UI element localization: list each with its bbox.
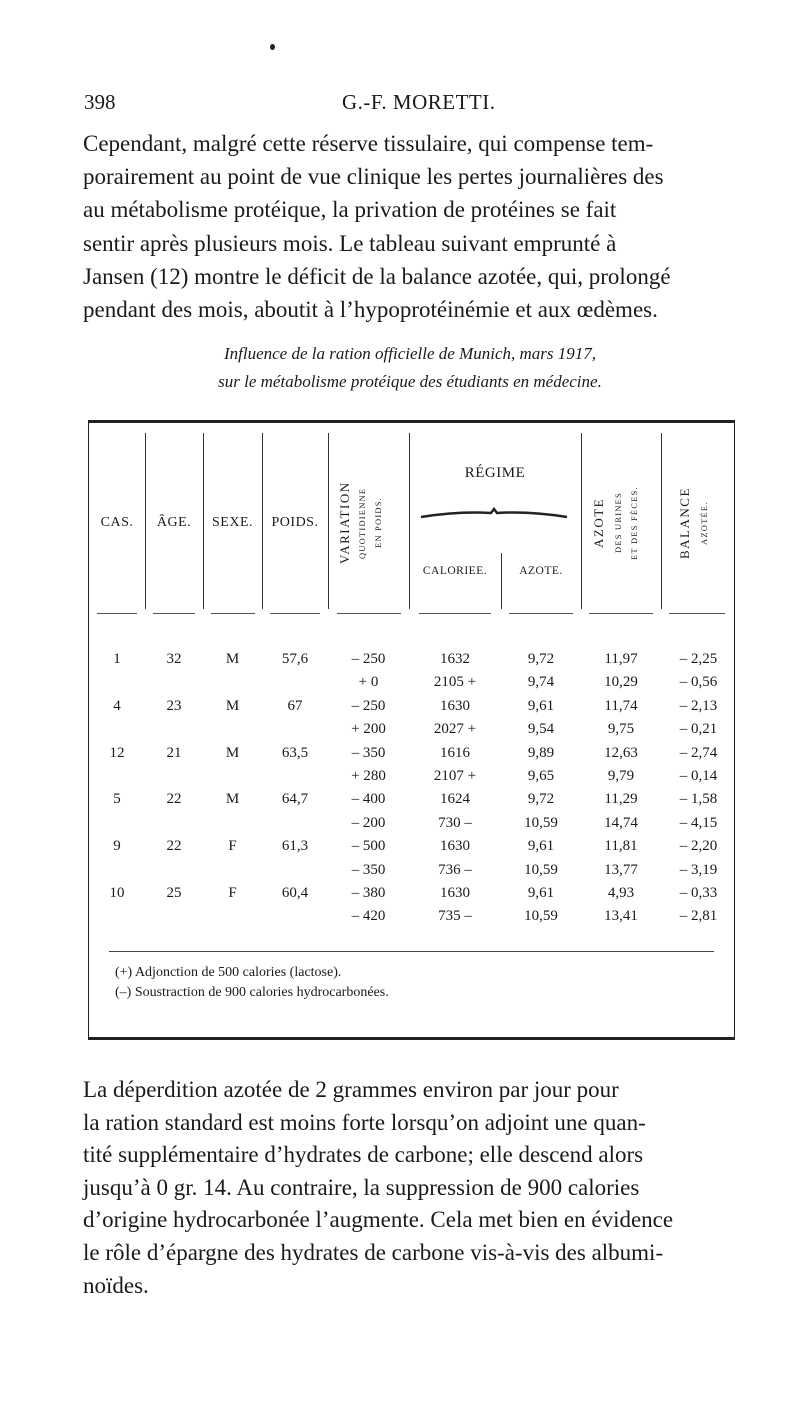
text-line: pendant des mois, aboutit à l’hypoprotéinémie et aux œdèmes. <box>83 297 658 323</box>
column-rule <box>501 553 502 609</box>
cell-variation: – 200 <box>351 814 386 831</box>
header-azote-urines: AZOTE <box>591 497 606 549</box>
cell-variation: – 350 <box>351 861 386 878</box>
cell-balance: – 2,13 <box>679 697 718 714</box>
cell-balance: – 4,15 <box>679 814 718 831</box>
cell-sexe: F <box>228 885 237 901</box>
cell-azote: 9,61 <box>527 697 555 714</box>
column-rule <box>328 433 329 609</box>
header-azote-urines-sub2: ET DES FÈCES. <box>629 486 639 560</box>
cell-variation: – 400 <box>351 791 386 808</box>
cell-azote: 9,89 <box>527 744 555 761</box>
cell-calories: 1630 <box>440 838 470 855</box>
cell-age: 23 <box>166 697 182 714</box>
cell-calories: 2107 + <box>433 768 477 784</box>
cell-cas: 1 <box>113 651 121 667</box>
cell-calories: 730 – <box>438 814 472 831</box>
cell-urines: 14,74 <box>604 814 638 831</box>
page-number: 398 <box>84 90 116 114</box>
cell-poids: 64,7 <box>281 791 309 808</box>
table-row <box>89 745 734 769</box>
cell-variation: + 280 <box>351 768 386 784</box>
cell-urines: 11,97 <box>604 651 638 667</box>
cell-cas: 9 <box>113 838 121 855</box>
cell-calories: 1630 <box>440 885 470 901</box>
cell-poids: 57,6 <box>281 651 309 667</box>
cell-balance: – 0,21 <box>679 721 718 738</box>
header-variation-sub2: EN POIDS. <box>373 497 383 549</box>
cell-sexe: M <box>225 744 240 761</box>
table-row <box>89 885 734 909</box>
cell-age: 21 <box>166 744 182 761</box>
cell-age: 25 <box>166 885 182 901</box>
table-row <box>89 908 734 932</box>
header-balance-sub: AZOTÉE. <box>699 501 709 545</box>
cell-balance: – 0,33 <box>679 885 718 901</box>
table-row <box>89 651 734 675</box>
text-line: sentir après plusieurs mois. Le tableau suivant emprunté à <box>83 230 617 256</box>
cell-cas: 10 <box>109 885 125 901</box>
header-variation: VARIATION <box>337 481 352 565</box>
cell-azote: 9,61 <box>527 838 555 855</box>
cell-balance: – 0,56 <box>679 674 718 691</box>
cell-sexe: M <box>225 697 240 714</box>
caption-line-2: sur le métabolisme protéique des étudiants en médecine. <box>218 372 602 391</box>
cell-variation: – 420 <box>351 908 386 925</box>
cell-balance: – 3,19 <box>679 861 718 878</box>
table-footnotes <box>115 963 389 1003</box>
cell-poids: 60,4 <box>281 885 309 901</box>
text-line: noïdes. <box>83 1272 149 1298</box>
cell-azote: 9,65 <box>527 768 555 784</box>
cell-urines: 11,74 <box>604 697 638 714</box>
header-separator <box>211 613 255 614</box>
text-line: Cependant, malgré cette réserve tissulaire, qui compense tem- <box>83 131 654 156</box>
text-line: La déperdition azotée de 2 grammes environ par jour pour <box>83 1077 619 1102</box>
cell-urines: 4,93 <box>607 885 635 901</box>
text-line: jusqu’à 0 gr. 14. Au contraire, la suppression de 900 calories <box>83 1174 640 1200</box>
column-rule <box>409 433 410 609</box>
header-poids: POIDS. <box>271 515 319 530</box>
footnote-rule <box>109 951 714 952</box>
cell-poids: 67 <box>287 697 303 714</box>
cell-azote: 9,74 <box>527 674 555 691</box>
header-separator <box>270 613 320 614</box>
text-line: au métabolisme protéique, la privation de protéines se fait <box>83 197 617 223</box>
cell-sexe: F <box>228 838 237 855</box>
header-balance: BALANCE <box>677 487 692 559</box>
column-rule <box>661 433 662 609</box>
cell-cas: 12 <box>109 744 125 761</box>
cell-urines: 12,63 <box>604 744 638 761</box>
cell-poids: 63,5 <box>281 744 309 761</box>
table-row <box>89 791 734 815</box>
regime-brace <box>419 507 569 521</box>
text-line: porairement au point de vue clinique les pertes journalières des <box>83 164 664 190</box>
paragraph-conclusion <box>83 1074 738 1302</box>
cell-calories: 1624 <box>440 791 470 808</box>
cell-poids: 61,3 <box>281 838 309 855</box>
cell-balance: – 2,74 <box>679 744 718 761</box>
cell-urines: 11,81 <box>604 838 638 855</box>
cell-calories: 735 – <box>438 908 472 925</box>
cell-balance: – 0,14 <box>679 768 718 784</box>
cell-sexe: M <box>225 791 240 808</box>
header-sexe: SEXE. <box>212 515 253 530</box>
cell-balance: – 2,20 <box>679 838 718 855</box>
cell-urines: 13,41 <box>604 908 638 925</box>
cell-variation: – 380 <box>351 885 386 901</box>
table-row <box>89 721 734 745</box>
cell-balance: – 1,58 <box>679 791 718 808</box>
ink-dot <box>270 44 275 50</box>
cell-balance: – 2,25 <box>679 651 718 667</box>
table-row <box>89 815 734 839</box>
text-line: Jansen (12) montre le déficit de la balance azotée, qui, prolongé <box>83 263 671 289</box>
text-line: la ration standard est moins forte lorsqu’on adjoint une quan- <box>83 1109 646 1135</box>
cell-azote: 10,59 <box>524 814 558 831</box>
cell-age: 32 <box>166 651 182 667</box>
text-line: d’origine hydrocarbonée l’augmente. Cela met bien en évidence <box>83 1207 674 1233</box>
cell-sexe: M <box>225 651 240 667</box>
cell-azote: 9,72 <box>527 651 555 667</box>
cell-calories: 1630 <box>440 697 470 714</box>
header-separator <box>153 613 195 614</box>
cell-calories: 1632 <box>440 651 470 667</box>
cell-age: 22 <box>166 838 182 855</box>
cell-variation: – 250 <box>351 651 386 667</box>
cell-balance: – 2,81 <box>679 908 718 925</box>
cell-calories: 1616 <box>440 744 470 761</box>
cell-urines: 13,77 <box>604 861 638 878</box>
text-line: tité supplémentaire d’hydrates de carbone; elle descend alors <box>83 1142 644 1168</box>
header-calorie: CALORIEE. <box>422 565 488 577</box>
cell-urines: 10,29 <box>604 674 638 691</box>
text-line: le rôle d’épargne des hydrates de carbone vis-à-vis des albumi- <box>83 1239 664 1265</box>
cell-cas: 5 <box>113 791 121 808</box>
cell-urines: 11,29 <box>604 791 638 808</box>
cell-calories: 2105 + <box>433 674 477 691</box>
table-row <box>89 862 734 886</box>
cell-urines: 9,75 <box>607 721 635 738</box>
cell-cas: 4 <box>113 697 121 714</box>
table-row <box>89 674 734 698</box>
cell-azote: 9,72 <box>527 791 555 808</box>
header-variation-sub1: QUOTIDIENNE <box>357 487 367 559</box>
footnote-line: (+) Adjonction de 500 calories (lactose). <box>115 965 342 980</box>
header-azote: AZOTE. <box>519 565 563 577</box>
cell-azote: 9,61 <box>527 885 555 901</box>
footnote-line: (–) Soustraction de 900 calories hydrocarbonées. <box>115 985 389 1000</box>
cell-variation: + 0 <box>358 674 379 691</box>
cell-variation: – 250 <box>351 697 386 714</box>
cell-variation: – 350 <box>351 744 386 761</box>
cell-calories: 736 – <box>438 861 472 878</box>
header-separator <box>669 613 725 614</box>
cell-azote: 9,54 <box>527 721 555 738</box>
cell-age: 22 <box>166 791 182 808</box>
running-head: G.-F. MORETTI. <box>342 90 496 114</box>
data-table <box>88 420 735 1040</box>
table-row <box>89 838 734 862</box>
table-row <box>89 768 734 792</box>
header-azote-urines-sub1: DES URINES <box>613 492 623 554</box>
cell-variation: – 500 <box>351 838 386 855</box>
paragraph-intro <box>83 127 738 326</box>
running-header <box>84 90 734 120</box>
header-regime: RÉGIME <box>464 465 526 481</box>
cell-azote: 10,59 <box>524 908 558 925</box>
cell-calories: 2027 + <box>433 721 477 738</box>
header-separator <box>589 613 653 614</box>
header-separator <box>509 613 573 614</box>
header-separator <box>97 613 137 614</box>
header-separator <box>337 613 401 614</box>
header-age: ÂGE. <box>156 515 192 530</box>
cell-azote: 10,59 <box>524 861 558 878</box>
column-rule <box>581 433 582 609</box>
header-separator <box>419 613 491 614</box>
cell-variation: + 200 <box>351 721 386 738</box>
table-row <box>89 698 734 722</box>
cell-urines: 9,79 <box>607 768 635 784</box>
table-caption <box>100 340 720 396</box>
header-cas: CAS. <box>100 515 134 530</box>
caption-line-1: Influence de la ration officielle de Munich, mars 1917, <box>223 344 597 363</box>
